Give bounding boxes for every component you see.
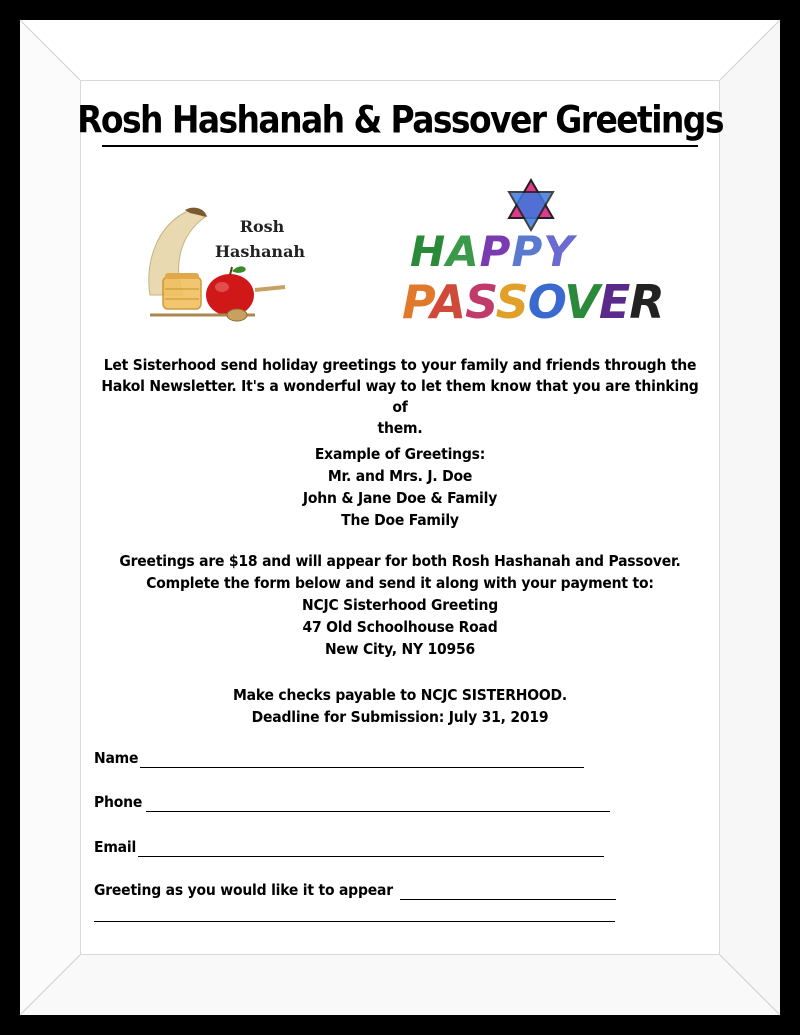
greeting-field[interactable] [400, 899, 616, 900]
mailing-city: New City, NY 10956 [324, 640, 476, 658]
example-item: John & Jane Doe & Family [302, 489, 498, 507]
checks-block [100, 684, 700, 728]
phone-label: Phone [94, 793, 143, 811]
happy-text: HAPPY [410, 227, 575, 276]
greeting-label: Greeting as you would like it to appear [94, 881, 393, 899]
intro-line: Let Sisterhood send holiday greetings to your family and friends through the [103, 356, 697, 374]
deadline: Deadline for Submission: July 31, 2019 [251, 708, 549, 726]
intro-line: Hakol Newsletter. It's a wonderful way to let them know that you are thinking of [101, 377, 699, 416]
pricing-line: Complete the form below and send it along with your payment to: [146, 574, 654, 592]
example-item: The Doe Family [341, 511, 459, 529]
passover-text: PASSOVER [402, 275, 664, 329]
title-underline [102, 145, 698, 147]
intro-paragraph [100, 355, 700, 439]
pricing-line: Greetings are $18 and will appear for both Rosh Hashanah and Passover. [119, 552, 681, 570]
examples-heading: Example of Greetings: [314, 445, 486, 463]
phone-field[interactable] [146, 811, 610, 812]
examples-block [100, 443, 700, 531]
email-field[interactable] [138, 856, 604, 857]
greeting-field-line-2[interactable] [94, 921, 615, 922]
checks-payable: Make checks payable to NCJC SISTERHOOD. [232, 686, 568, 704]
example-item: Mr. and Mrs. J. Doe [327, 467, 473, 485]
mailing-name: NCJC Sisterhood Greeting [301, 596, 499, 614]
pricing-block [100, 550, 700, 660]
star-of-david-icon [509, 180, 553, 230]
email-label: Email [94, 838, 137, 856]
mailing-street: 47 Old Schoolhouse Road [302, 618, 498, 636]
page-title: Rosh Hashanah & Passover Greetings [77, 97, 723, 142]
rosh-hashanah-image-line2: Hashanah [214, 242, 306, 261]
happy-passover-image [398, 178, 664, 329]
intro-line: them. [377, 419, 423, 437]
name-label: Name [94, 749, 139, 767]
name-field[interactable] [140, 767, 584, 768]
rosh-hashanah-image-line1: Rosh [239, 217, 285, 236]
